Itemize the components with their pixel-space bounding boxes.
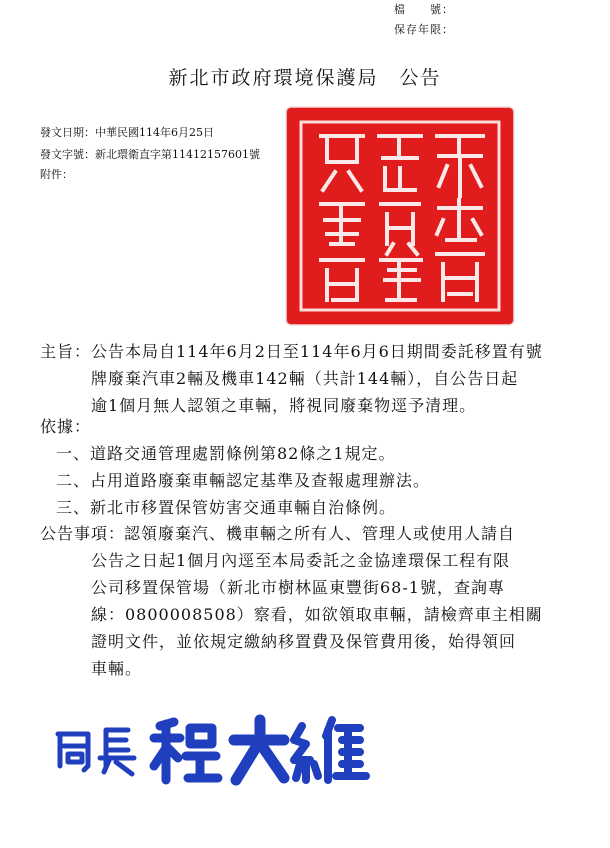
issue-ref (40, 145, 260, 164)
subject-line: 逾1個月無人認領之車輛，將視同廢棄物逕予清理。 (91, 396, 477, 415)
basis-item: 二、占用道路廢棄車輛認定基準及查報處理辦法。 (56, 471, 431, 490)
attachment-label: 附件： (40, 168, 73, 181)
notice-line: 證明文件，並依規定繳納移置費及保管費用後，始得領回 (91, 632, 517, 651)
basis-item: 一、道路交通管理處罰條例第82條之1規定。 (56, 444, 396, 463)
issue-ref-label: 發文字號： (40, 148, 95, 161)
notice-line: 線：0800008508）察看，如欲領取車輛，請檢齊車主相關 (91, 605, 543, 624)
notice-line: 車輛。 (91, 659, 143, 678)
issue-date-label: 發文日期： (40, 126, 95, 139)
notice-line: 公告之日起1個月內逕至本局委託之金協達環保工程有限 (91, 551, 511, 570)
subject-label: 主旨： (40, 342, 92, 361)
notice-line: 認領廢棄汽、機車輛之所有人、管理人或使用人請自 (124, 524, 516, 543)
basis-item: 三、新北市移置保管妨害交通車輛自治條例。 (56, 498, 397, 517)
director-signature (50, 712, 380, 792)
file-number-label: 檔 號： (394, 3, 454, 16)
notice-line: 公司移置保管場（新北市樹林區東豐街68-1號，查詢專 (91, 578, 505, 597)
subject-line: 牌廢棄汽車2輛及機車142輛（共計144輛），自公告日起 (91, 369, 519, 388)
notice-label: 公告事項： (40, 524, 126, 543)
official-seal (287, 108, 513, 324)
issue-date-value: 中華民國114年6月25日 (95, 126, 214, 139)
signature-icon (50, 712, 380, 792)
page-title: 新北市政府環境保護局 公告 (168, 67, 442, 89)
issue-date (40, 123, 214, 142)
subject-text (91, 338, 561, 419)
issue-ref-value: 新北環衛直字第11412157601號 (95, 148, 260, 161)
basis-label: 依據： (40, 417, 92, 436)
notice-text (91, 520, 561, 682)
basis-list (56, 440, 556, 521)
seal-icon (287, 108, 513, 324)
subject-line: 公告本局自114年6月2日至114年6月6日期間委託移置有號 (91, 342, 543, 361)
retention-label: 保存年限： (394, 23, 454, 36)
